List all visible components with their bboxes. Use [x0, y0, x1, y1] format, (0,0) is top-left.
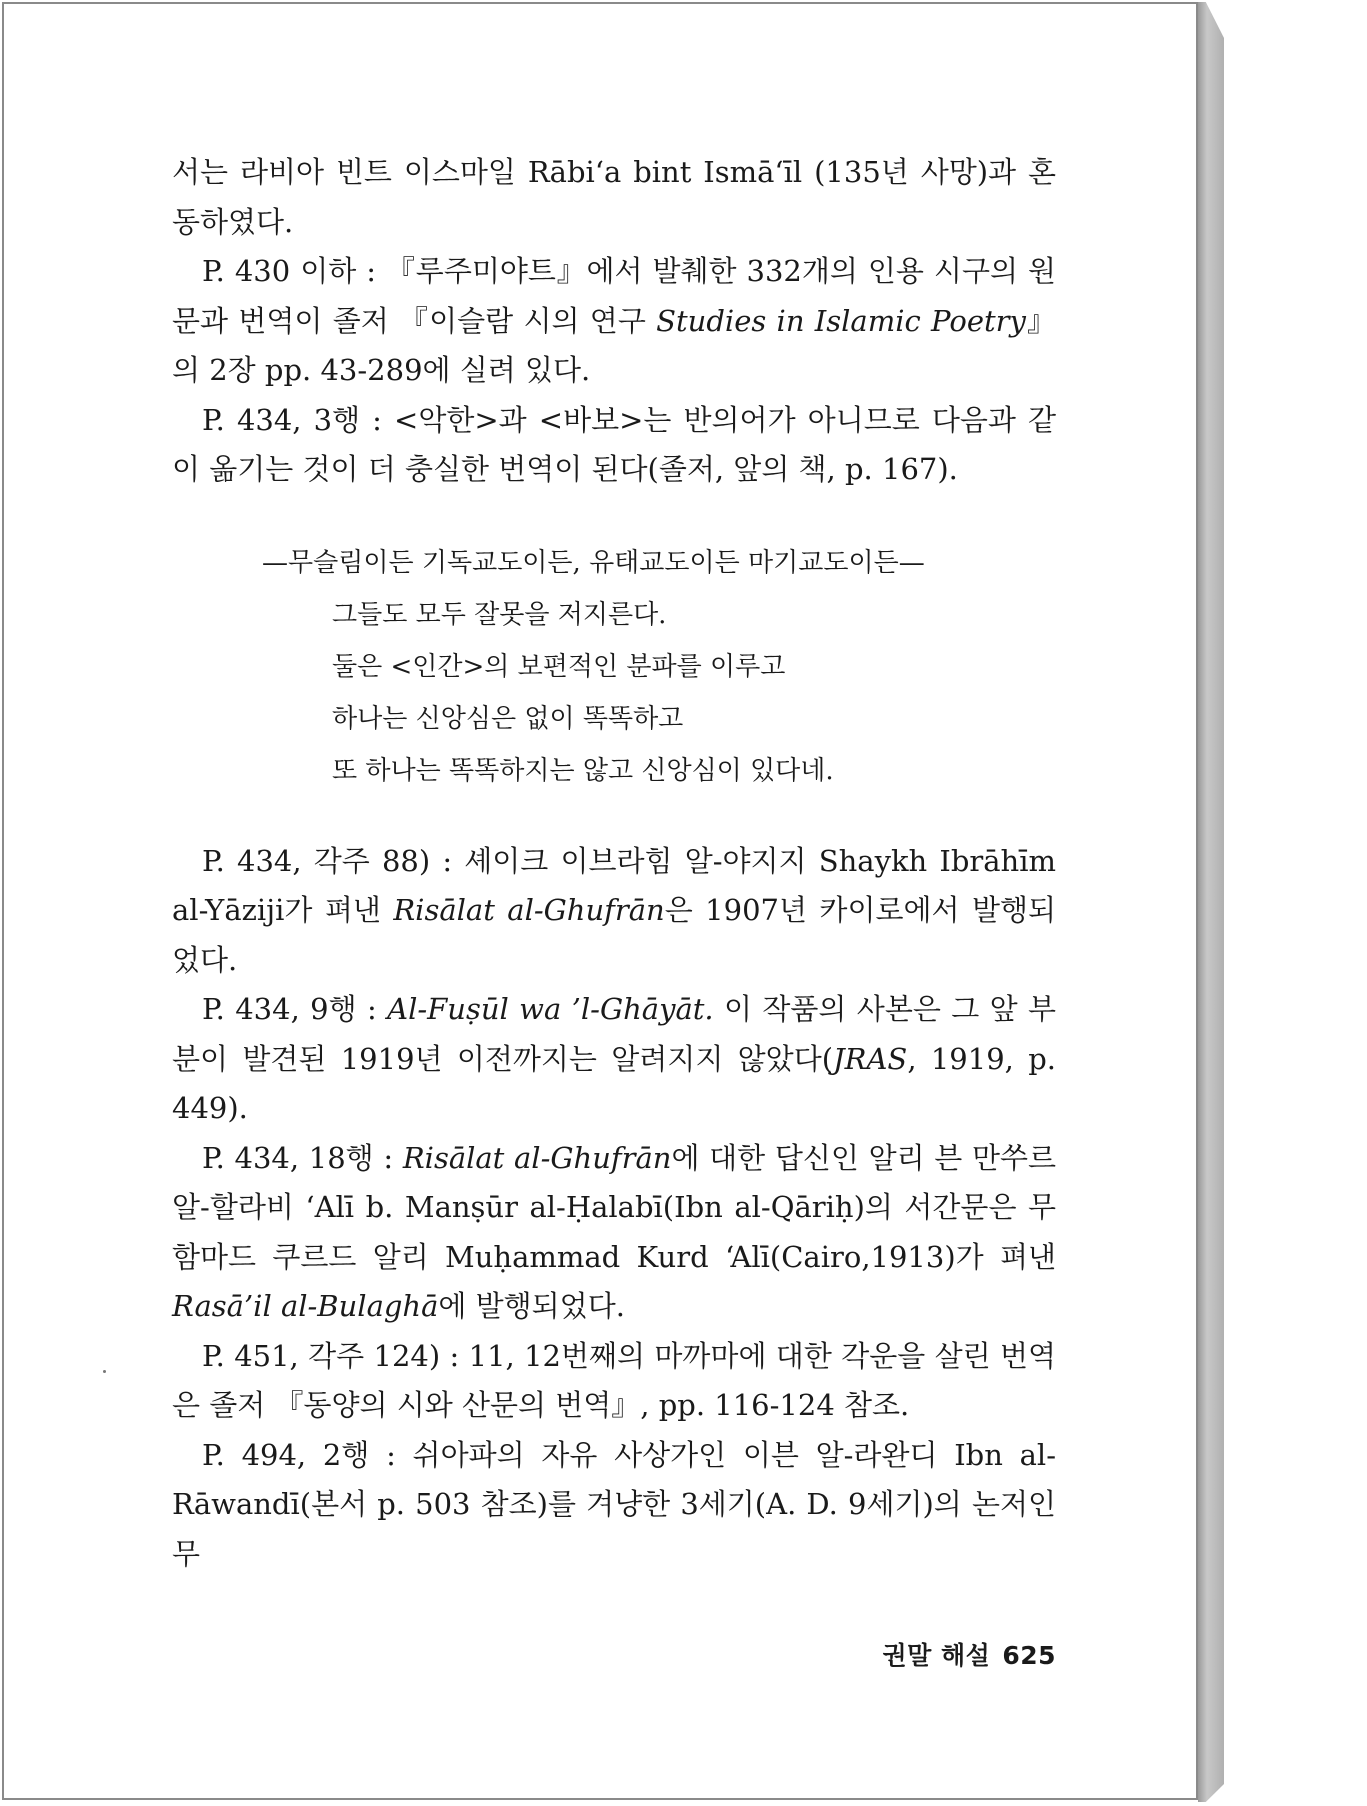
- note-after: 은 1907년 카이로에서 발행되었다.: [172, 893, 1056, 977]
- note-title-2: Rasā’il al-Bulaghā: [172, 1289, 439, 1323]
- page-number: 625: [1002, 1641, 1056, 1670]
- poem-line: 둘은 <인간>의 보편적인 분파를 이루고: [332, 651, 786, 682]
- note-494-2: P. 494, 2행 : 쉬아파의 자유 사상가인 이븐 알-라완디 Ibn al-Rāwandī(본서 p. 503 참조)를 겨냥한 3세기(A. D. 9세기)의 논저인 무: [172, 1437, 1056, 1571]
- note-title: Al-Fuṣūl wa ’l-Ghāyāt.: [387, 992, 714, 1026]
- print-speck: [103, 1370, 106, 1373]
- page-edge: [1198, 2, 1224, 1802]
- note-before: P. 434, 9행 :: [202, 992, 388, 1026]
- p430-after: 』의 2장 pp. 43-289에 실려 있다.: [172, 303, 1056, 387]
- body-text: [172, 148, 1056, 1579]
- paragraph-p434-3: P. 434, 3행 : <악한>과 <바보>는 반의어가 아니므로 다음과 같이 옮기는 것이 더 충실한 번역이 된다(졸저, 앞의 책, p. 167).: [172, 402, 1056, 486]
- note-middle: 에 대한 답신인 알리 븐 만쑤르 알-할라비 ‘Alī b. Manṣūr al-Ḥalabī(Ibn al-Qāriḥ)의 서간문은 무함마드 쿠르드 알리 Muḥammad Kurd ‘Alī(Cairo,1913)가 펴낸: [172, 1140, 1057, 1274]
- note-title: Risālat al-Ghufrān: [393, 893, 665, 927]
- note-before: P. 434, 18행 :: [202, 1140, 403, 1175]
- note-after: 에 발행되었다.: [438, 1289, 625, 1323]
- note-before: P. 434, 각주 88) : 셰이크 이브라힘 알-야지지 Shaykh Ibrāhīm al-Yāziji가 펴낸: [172, 843, 1056, 927]
- poem-line: 또 하나는 똑똑하지는 않고 신앙심이 있다네.: [332, 755, 834, 786]
- paragraph-p430: [172, 247, 1056, 396]
- note-451-124: P. 451, 각주 124) : 11, 12번째의 마까마에 대한 각운을 살린 번역은 졸저 『동양의 시와 산문의 번역』, pp. 116-124 참조.: [172, 1338, 1056, 1422]
- note-434-88: [172, 837, 1056, 986]
- note-middle: 이 작품의 사본은 그 앞 부분이 발견된 1919년 이전까지는 알려지지 않았다(: [172, 992, 1057, 1076]
- note-434-9: [172, 985, 1056, 1134]
- note-journal: JRAS: [833, 1041, 908, 1076]
- paragraph-continuation: 서는 라비아 빈트 이스마일 Rābi‘a bint Ismā‘īl (135년 사망)과 혼동하였다.: [172, 155, 1056, 239]
- page-footer: [871, 1636, 1057, 1672]
- poem-line: —무슬림이든 기독교도이든, 유태교도이든 마기교도이든—: [262, 547, 925, 578]
- p430-title: Studies in Islamic Poetry: [656, 303, 1026, 338]
- note-title: Risālat al-Ghufrān: [402, 1140, 672, 1175]
- note-434-18: [172, 1134, 1056, 1332]
- running-section-title: 권말 해설: [882, 1641, 991, 1670]
- quoted-poem: [262, 537, 1056, 797]
- poem-line: 그들도 모두 잘못을 저지른다.: [332, 599, 667, 630]
- note-after: , 1919, p. 449).: [172, 1041, 1056, 1125]
- poem-line: 하나는 신앙심은 없이 똑똑하고: [332, 703, 684, 734]
- p430-before: P. 430 이하 : 『루주미야트』에서 발췌한 332개의 인용 시구의 원문과 번역이 졸저 『이슬람 시의 연구: [172, 254, 1056, 338]
